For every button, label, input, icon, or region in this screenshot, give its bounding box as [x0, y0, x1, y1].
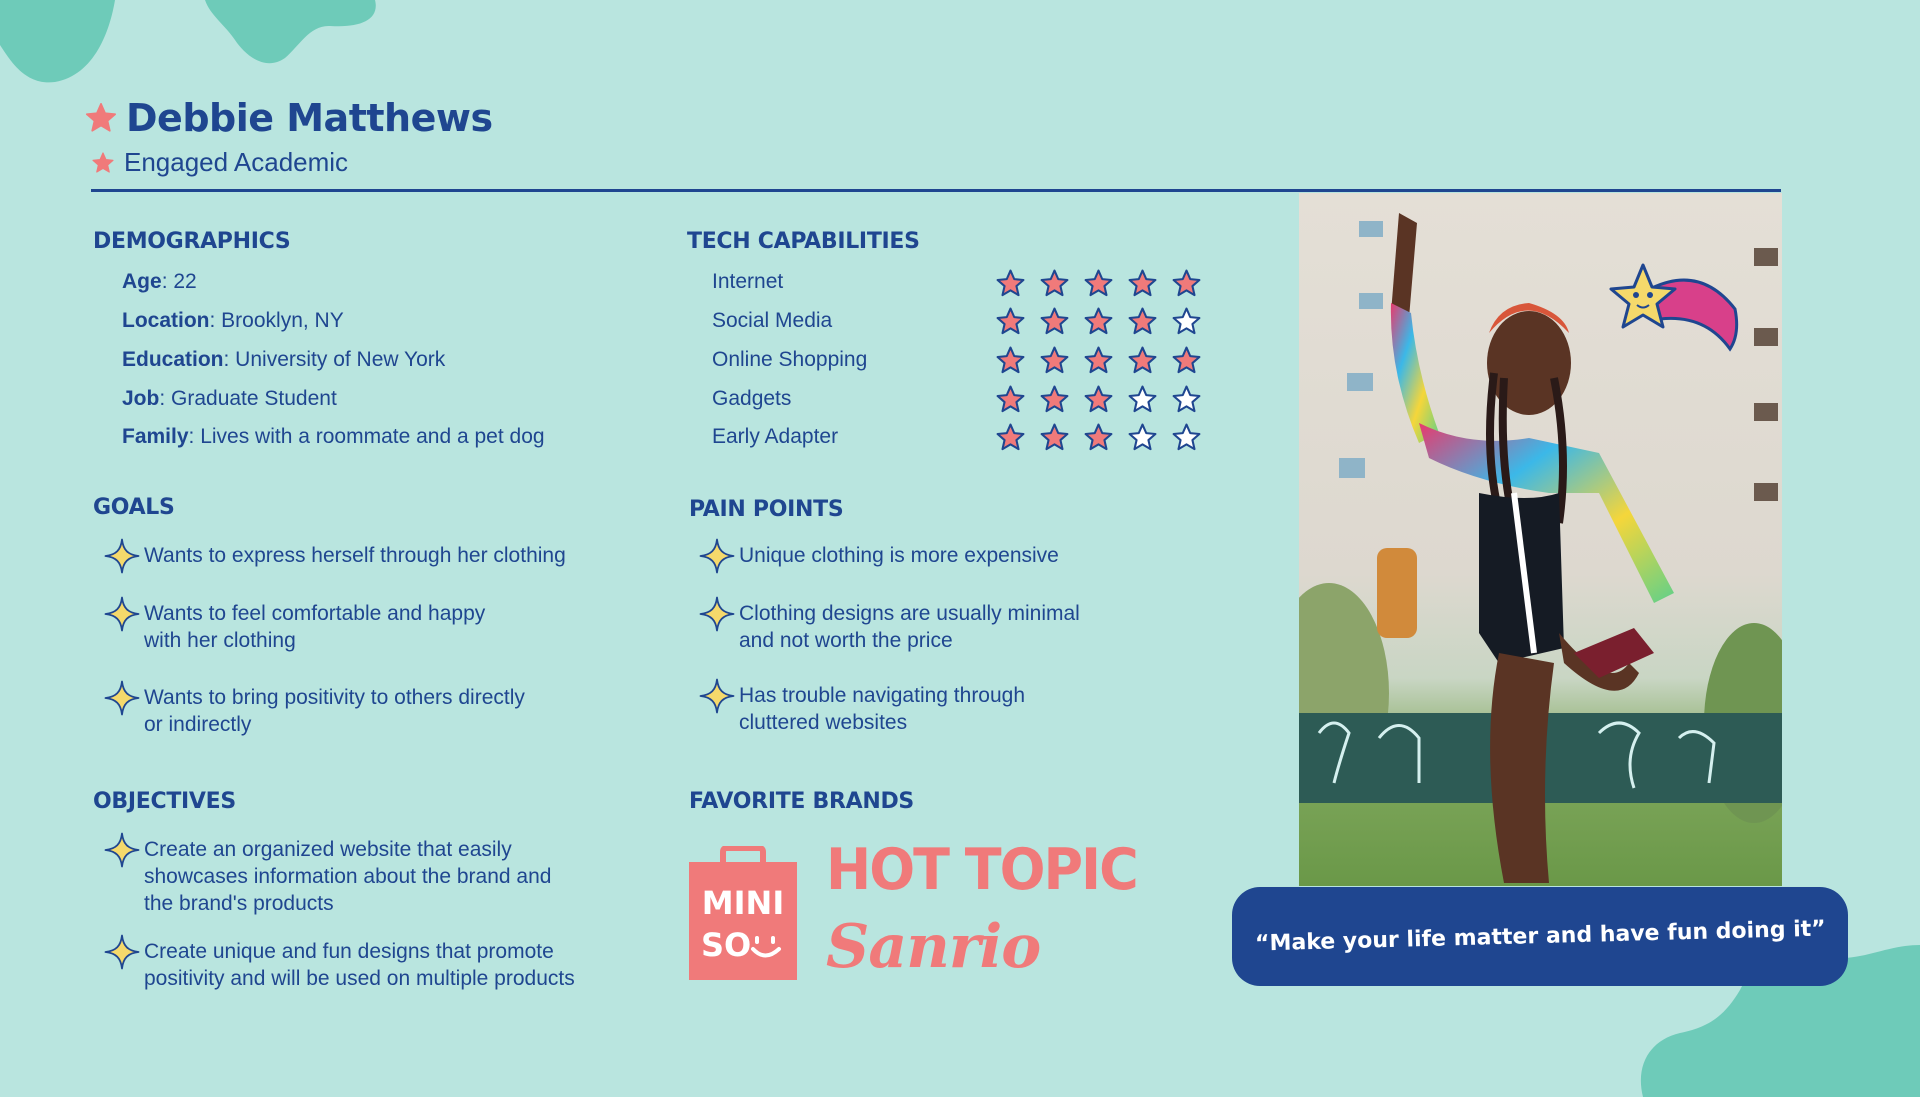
decorative-blob-top-left [0, 0, 380, 90]
rating-star-filled-icon [1039, 268, 1070, 299]
rating-social-media [995, 306, 1202, 337]
rating-star-empty-icon [1171, 422, 1202, 453]
objectives-heading: OBJECTIVES [93, 789, 236, 814]
goal-item: Wants to feel comfortable and happy with her clothing [104, 600, 485, 654]
tech-label-online-shopping: Online Shopping [712, 348, 868, 371]
demographic-location: Location: Brooklyn, NY [122, 309, 344, 332]
rating-star-empty-icon [1171, 384, 1202, 415]
tech-label-internet: Internet [712, 270, 784, 293]
rating-star-filled-icon [1083, 345, 1114, 376]
subtitle-star-icon [91, 151, 115, 175]
pain-points-heading: PAIN POINTS [689, 497, 844, 522]
quote-box [1232, 887, 1848, 986]
rating-star-empty-icon [1127, 384, 1158, 415]
goal-item: Wants to bring positivity to others directly or indirectly [104, 684, 525, 738]
pain-point-item: Unique clothing is more expensive [699, 542, 1059, 574]
rating-star-filled-icon [1039, 422, 1070, 453]
demographics-heading: DEMOGRAPHICS [93, 229, 291, 254]
rating-star-filled-icon [1083, 268, 1114, 299]
pain-point-item: Clothing designs are usually minimal and not worth the price [699, 600, 1080, 654]
rating-star-filled-icon [1083, 422, 1114, 453]
demographic-job: Job: Graduate Student [122, 387, 337, 410]
sparkle-icon [699, 678, 735, 714]
tech-heading: TECH CAPABILITIES [687, 229, 920, 254]
persona-name: Debbie Matthews [126, 96, 493, 140]
sparkle-icon [104, 934, 140, 970]
rating-star-filled-icon [1127, 268, 1158, 299]
demographic-family: Family: Lives with a roommate and a pet dog [122, 425, 545, 448]
sparkle-icon [699, 596, 735, 632]
goals-heading: GOALS [93, 495, 175, 520]
rating-star-empty-icon [1127, 422, 1158, 453]
objective-item: Create an organized website that easily showcases information about the brand and the brand's products [104, 836, 551, 917]
rating-star-filled-icon [1127, 345, 1158, 376]
quote-text: “Make your life matter and have fun doing it” [1254, 916, 1826, 957]
shooting-star-sticker [1605, 259, 1745, 359]
sparkle-icon [104, 538, 140, 574]
name-star-icon [84, 101, 118, 135]
rating-early-adapter [995, 422, 1202, 453]
rating-star-filled-icon [1083, 306, 1114, 337]
objective-item: Create unique and fun designs that promote positivity and will be used on multiple products [104, 938, 575, 992]
rating-star-filled-icon [995, 268, 1026, 299]
tech-label-social-media: Social Media [712, 309, 833, 332]
header-divider [91, 189, 1781, 192]
rating-star-filled-icon [1127, 306, 1158, 337]
rating-star-filled-icon [1083, 384, 1114, 415]
demographic-age: Age: 22 [122, 270, 197, 293]
rating-star-filled-icon [995, 306, 1026, 337]
goal-item: Wants to express herself through her clothing [104, 542, 566, 574]
rating-star-empty-icon [1171, 306, 1202, 337]
rating-star-filled-icon [995, 384, 1026, 415]
rating-star-filled-icon [995, 422, 1026, 453]
rating-star-filled-icon [1171, 345, 1202, 376]
rating-star-filled-icon [1039, 306, 1070, 337]
rating-online-shopping [995, 345, 1202, 376]
tech-label-early-adapter: Early Adapter [712, 425, 839, 448]
pain-point-item: Has trouble navigating through cluttered websites [699, 682, 1025, 736]
sparkle-icon [104, 680, 140, 716]
svg-text:SO: SO [701, 926, 752, 964]
persona-photo [1299, 193, 1782, 886]
svg-text:MINI: MINI [701, 884, 785, 922]
hottopic-logo: HOT TOPIC [826, 836, 1137, 903]
favorite-brands-heading: FAVORITE BRANDS [689, 789, 914, 814]
sparkle-icon [699, 538, 735, 574]
sparkle-icon [104, 596, 140, 632]
persona-subtitle: Engaged Academic [124, 147, 349, 177]
rating-star-filled-icon [1039, 345, 1070, 376]
demographic-education: Education: University of New York [122, 348, 446, 371]
rating-star-filled-icon [995, 345, 1026, 376]
rating-star-filled-icon [1039, 384, 1070, 415]
rating-gadgets [995, 384, 1202, 415]
rating-internet [995, 268, 1202, 299]
sparkle-icon [104, 832, 140, 868]
sanrio-logo: Sanrio [826, 912, 1041, 982]
miniso-logo [689, 846, 797, 980]
tech-label-gadgets: Gadgets [712, 387, 792, 410]
rating-star-filled-icon [1171, 268, 1202, 299]
